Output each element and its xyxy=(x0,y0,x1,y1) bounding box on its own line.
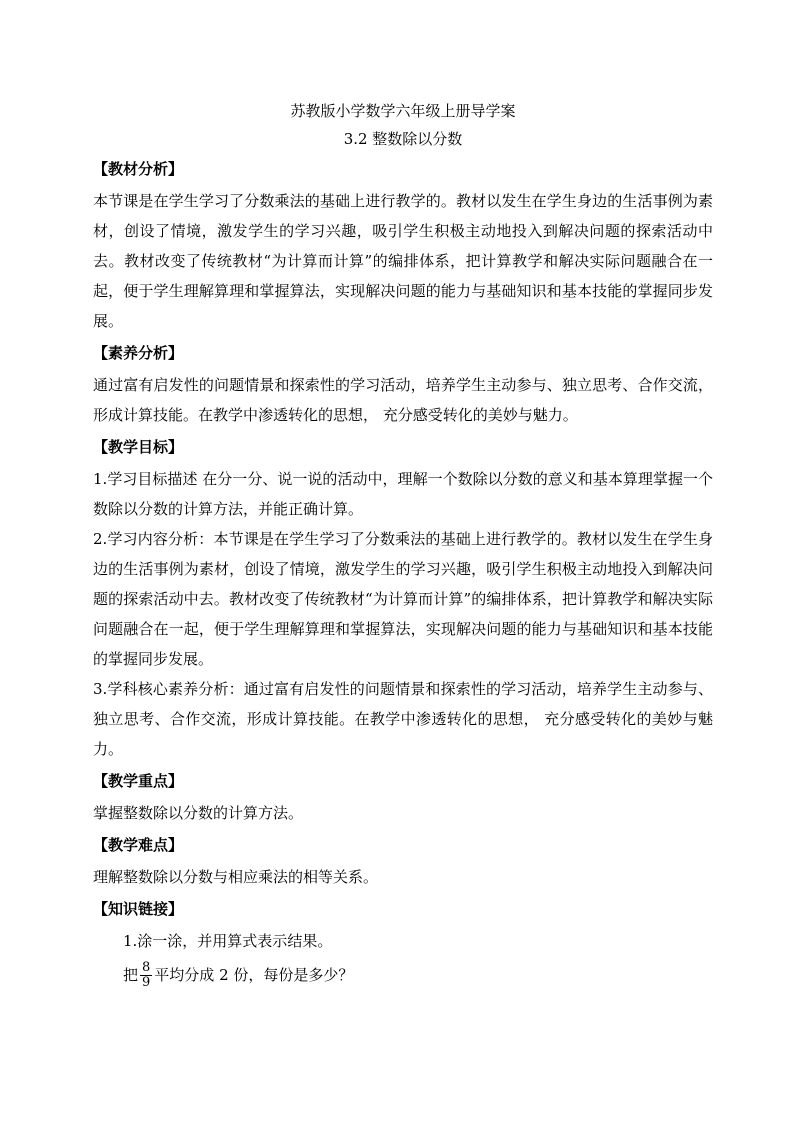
fraction-numerator: 8 xyxy=(142,959,151,975)
question-prefix: 把 xyxy=(123,966,139,984)
goal-item-3: 3.学科核心素养分析：通过富有启发性的问题情景和探索性的学习活动，培养学生主动参与、独立思考、合作交流，形成计算技能。在教学中渗透转化的思想， 充分感受转化的美妙与魅力。 xyxy=(93,680,713,758)
question-suffix: 平均分成 2 份，每份是多少？ xyxy=(154,966,354,984)
links-question xyxy=(93,960,713,990)
difficulty-text: 理解整数除以分数与相应乘法的相等关系。 xyxy=(93,868,379,886)
heading-knowledge-links: 【知识链接】 xyxy=(93,900,184,918)
heading-key-point: 【教学重点】 xyxy=(93,772,184,790)
fraction-denominator: 9 xyxy=(142,974,151,990)
fraction-eight-ninths xyxy=(140,961,152,990)
goal-item-2: 2.学习内容分析：本节课是在学生学习了分数乘法的基础上进行教学的。教材以发生在学生身边的生活事例为素材，创设了情境，激发学生的学习兴趣，吸引学生积极主动地投入到解决问题的探索活动中去。教材改变了传统教材“为计算而计算”的编排体系，把计算教学和解决实际问题融合在一起，便于学生理解算理和掌握算法，实现解决问题的能力与基础知识和基本技能的掌握同步发展。 xyxy=(93,530,713,668)
literacy-analysis-text: 通过富有启发性的问题情景和探索性的学习活动，培养学生主动参与、独立思考、合作交流，形成计算技能。在教学中渗透转化的思想， 充分感受转化的美妙与魅力。 xyxy=(93,376,713,424)
key-point-text: 掌握整数除以分数的计算方法。 xyxy=(93,804,304,822)
document-title: 苏教版小学数学六年级上册导学案 xyxy=(290,102,516,120)
heading-literacy-analysis: 【素养分析】 xyxy=(93,344,184,362)
heading-teaching-goals: 【教学目标】 xyxy=(93,438,184,456)
textbook-analysis-text: 本节课是在学生学习了分数乘法的基础上进行教学的。教材以发生在学生身边的生活事例为素材，创设了情境，激发学生的学习兴趣，吸引学生积极主动地投入到解决问题的探索活动中去。教材改变了传统教材“为计算而计算”的编排体系，把计算教学和解决实际问题融合在一起，便于学生理解算理和掌握算法，实现解决问题的能力与基础知识和基本技能的掌握同步发展。 xyxy=(93,192,713,330)
links-item-1: 1.涂一涂，并用算式表示结果。 xyxy=(123,932,333,950)
goal-item-1: 1.学习目标描述 在分一分、说一说的活动中，理解一个数除以分数的意义和基本算理掌握一个数除以分数的计算方法，并能正确计算。 xyxy=(93,470,713,518)
heading-textbook-analysis: 【教材分析】 xyxy=(93,160,184,178)
document-page xyxy=(93,100,713,990)
heading-difficulty: 【教学难点】 xyxy=(93,836,184,854)
document-subtitle: 3.2 整数除以分数 xyxy=(343,130,463,148)
